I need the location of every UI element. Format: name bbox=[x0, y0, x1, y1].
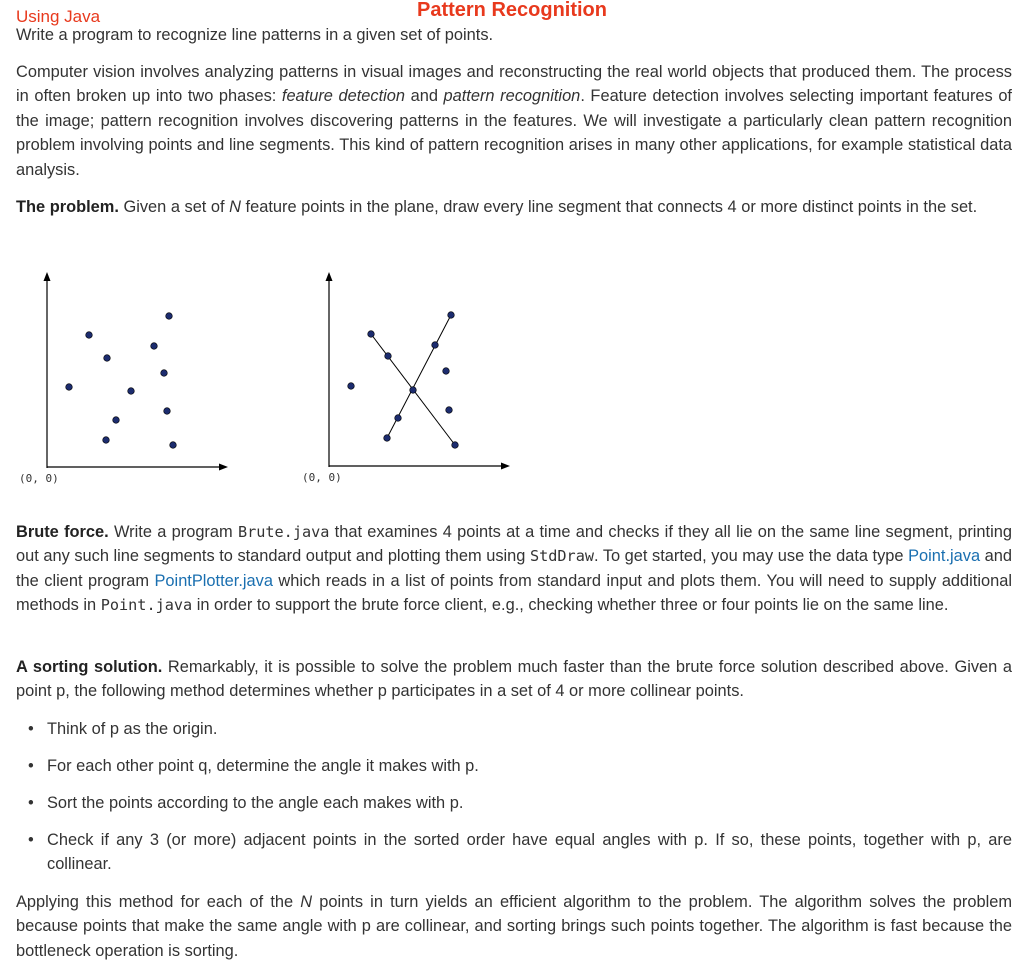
list-item: • For each other point q, determine the angle it makes with p. bbox=[26, 754, 1012, 778]
bullet-icon: • bbox=[28, 757, 34, 775]
point bbox=[103, 437, 110, 444]
figure-points bbox=[15, 268, 235, 488]
point bbox=[368, 331, 375, 338]
point bbox=[410, 387, 417, 394]
point bbox=[66, 384, 73, 391]
y-axis-arrow bbox=[326, 272, 333, 281]
intro-paragraph: Computer vision involves analyzing patterns in visual images and reconstructing the real world objects that produced them. The process in often broken up into two phases: feature detection and pattern recognition. Feature detection involves selecting important features of the image; pattern recognition involves discovering patterns in the features. We will investigate a particularly clean pattern recognition problem involving points and line segments. This kind of pattern recognition arises in many other applications, for example statistical data analysis. bbox=[16, 63, 1012, 179]
point bbox=[86, 332, 93, 339]
point bbox=[164, 408, 171, 415]
term-feature-detection: feature detection bbox=[281, 87, 406, 106]
sorting-paragraph: A sorting solution. Remarkably, it is possible to solve the problem much faster than the brute force solution described above. Given a point p, the following method determines whether p participates in a set of 4 or more collinear points. bbox=[16, 658, 1012, 701]
x-axis-arrow bbox=[219, 464, 228, 471]
y-axis-arrow bbox=[44, 272, 51, 281]
problem-heading: The problem. bbox=[16, 198, 119, 216]
point-java-code: Point.java bbox=[100, 596, 193, 615]
page-subtitle: Write a program to recognize line patterns in a given set of points. bbox=[16, 26, 494, 44]
brute-force-paragraph: Brute force. Write a program Brute.java that examines 4 points at a time and checks if they all lie on the same line segment, printing out any such line segments to standard output and plotting them using StdDraw. To get started, you may use the data type Point.java and the client program PointPlotter.java which reads in a list of points from standard input and plots them. You will need to supply additional methods in Point.java in order to support the brute force client, e.g., checking whether three or four points lie on the same line. bbox=[16, 523, 1013, 615]
problem-paragraph: The problem. Given a set of N feature points in the plane, draw every line segment that connects 4 or more distinct points in the set. bbox=[16, 198, 978, 216]
language-label: Using Java bbox=[16, 7, 101, 26]
point bbox=[128, 388, 135, 395]
point bbox=[446, 407, 453, 414]
point bbox=[166, 313, 173, 320]
list-item: • Sort the points according to the angle each makes with p. bbox=[26, 791, 1012, 815]
sorting-heading: A sorting solution. bbox=[16, 658, 163, 676]
point bbox=[452, 442, 459, 449]
bullet-icon: • bbox=[28, 831, 34, 849]
point-java-link[interactable]: Point.java bbox=[908, 547, 981, 566]
bullet-icon: • bbox=[28, 720, 34, 738]
term-pattern-recognition: pattern recognition bbox=[443, 87, 581, 106]
point bbox=[113, 417, 120, 424]
page-title: Pattern Recognition bbox=[416, 0, 607, 21]
stddraw-code: StdDraw bbox=[529, 547, 594, 566]
point bbox=[385, 353, 392, 360]
point bbox=[161, 370, 168, 377]
point bbox=[104, 355, 111, 362]
list-item: • Think of p as the origin. bbox=[26, 717, 1012, 741]
x-axis-arrow bbox=[501, 463, 510, 470]
origin-label: (0, 0) bbox=[302, 471, 342, 484]
point bbox=[395, 415, 402, 422]
point bbox=[443, 368, 450, 375]
point bbox=[151, 343, 158, 350]
brute-java-code: Brute.java bbox=[237, 523, 330, 541]
point-plotter-link[interactable]: PointPlotter.java bbox=[154, 571, 273, 590]
figure-segments bbox=[296, 268, 521, 488]
point bbox=[170, 442, 177, 449]
point bbox=[348, 383, 355, 390]
origin-label: (0, 0) bbox=[19, 472, 59, 485]
point bbox=[448, 312, 455, 319]
point bbox=[432, 342, 439, 349]
applying-paragraph: Applying this method for each of the N points in turn yields an efficient algorithm to the problem. The algorithm solves the problem because points that make the same angle with p are collinear, and sorting brings such points together. The algorithm is fast because the bottleneck operation is sorting. bbox=[16, 893, 1012, 960]
brute-force-heading: Brute force. bbox=[16, 523, 109, 541]
bullet-icon: • bbox=[28, 794, 34, 812]
list-item: • Check if any 3 (or more) adjacent points in the sorted order have equal angles with p. If so, these points, together with p, are collinear. bbox=[26, 828, 1012, 877]
point bbox=[384, 435, 391, 442]
